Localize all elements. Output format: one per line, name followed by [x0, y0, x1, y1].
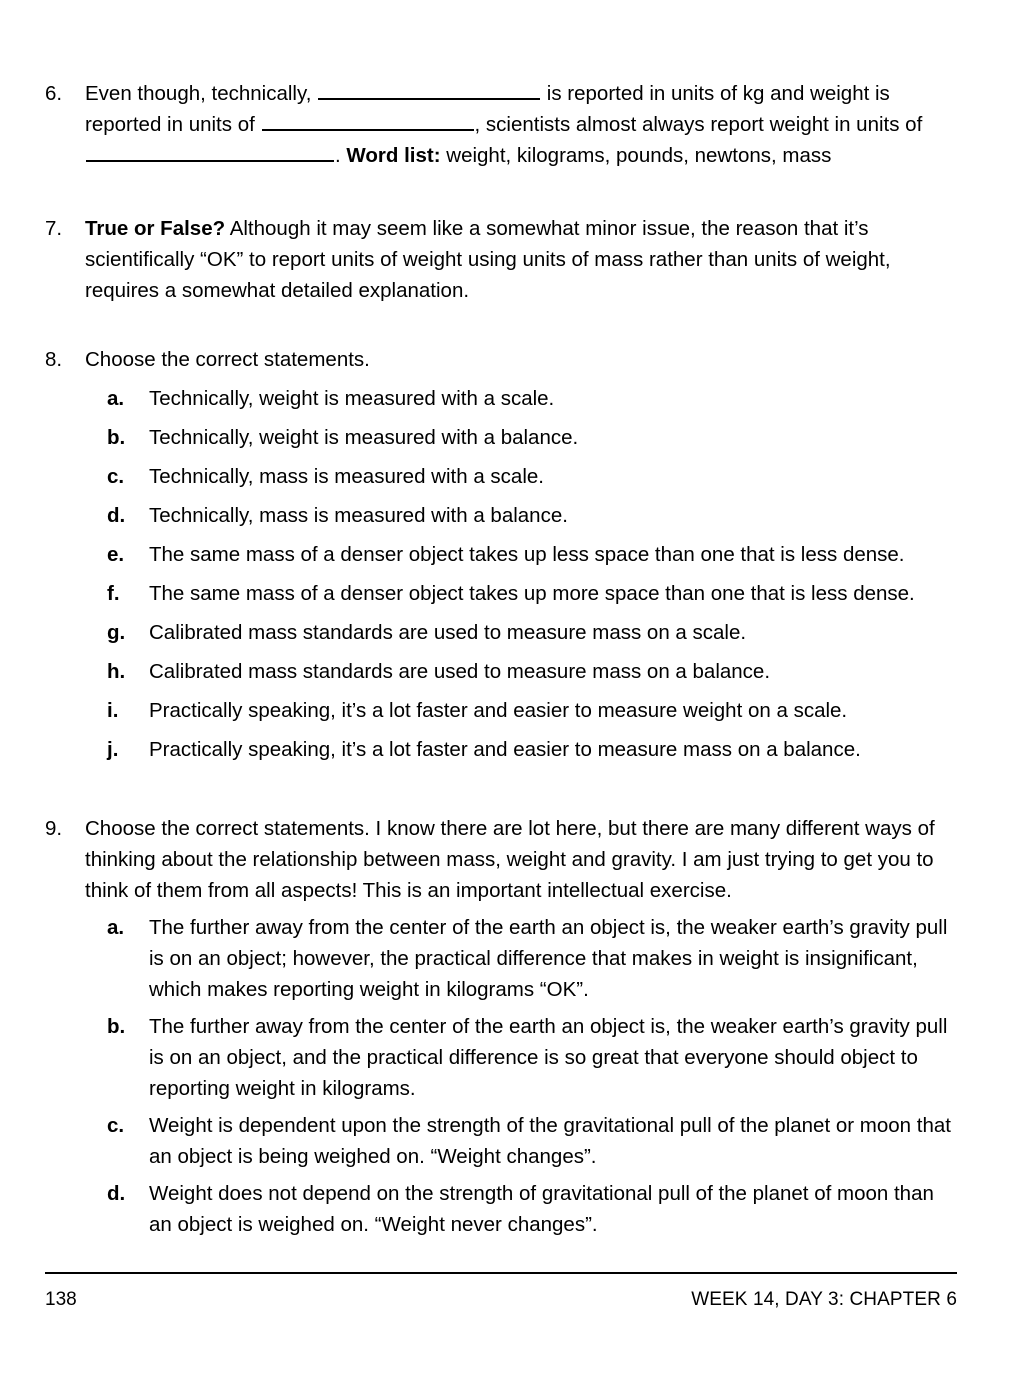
- question-9-options: [85, 912, 957, 1240]
- true-or-false-label: True or False?: [85, 217, 226, 240]
- option-text: The further away from the center of the earth an object is, the weaker earth’s gravity pull is on an object, and the practical difference is so great that everyone should object to reporting weight in kilograms.: [149, 1015, 948, 1100]
- fill-blank-1[interactable]: [318, 79, 540, 100]
- page-footer: [45, 1272, 957, 1312]
- question-8-option-f[interactable]: [107, 578, 957, 609]
- option-text: Weight is dependent upon the strength of the gravitational pull of the planet or moon that an object is being weighed on. “Weight changes”.: [149, 1114, 951, 1168]
- fill-blank-2[interactable]: [262, 110, 474, 131]
- question-9: [45, 813, 957, 1240]
- option-text: Calibrated mass standards are used to measure mass on a balance.: [149, 660, 771, 683]
- option-text: The same mass of a denser object takes up more space than one that is less dense.: [149, 582, 915, 605]
- option-text: Calibrated mass standards are used to measure mass on a scale.: [149, 621, 747, 644]
- question-8-options: [85, 383, 957, 765]
- question-7-body: Although it may seem like a somewhat minor issue, the reason that it’s scientifically “OK” to report units of weight using units of mass rather than units of weight, requires a somewhat detailed explanation.: [85, 217, 891, 302]
- question-9-option-d[interactable]: [107, 1178, 957, 1240]
- option-letter: b.: [107, 1015, 126, 1038]
- option-letter: j.: [107, 738, 119, 761]
- word-list-label: Word list:: [346, 144, 441, 167]
- option-text: Technically, weight is measured with a scale.: [149, 387, 555, 410]
- question-8-option-d[interactable]: [107, 500, 957, 531]
- question-6: [45, 78, 957, 171]
- question-8-option-i[interactable]: [107, 695, 957, 726]
- page-number: 138: [45, 1289, 77, 1310]
- question-8-option-g[interactable]: [107, 617, 957, 648]
- question-9-option-c[interactable]: [107, 1110, 957, 1172]
- question-6-segment-2: is reported in units of kg and weight is reported in units of: [85, 82, 890, 136]
- question-6-segment-3: , scientists almost always report weight in units of: [474, 113, 923, 136]
- question-8-text: Choose the correct statements.: [85, 348, 370, 371]
- question-8-option-h[interactable]: [107, 656, 957, 687]
- question-8-option-a[interactable]: [107, 383, 957, 414]
- page-content: [45, 78, 957, 1274]
- question-8-number: 8.: [45, 348, 63, 371]
- option-letter: a.: [107, 916, 125, 939]
- option-letter: f.: [107, 582, 120, 605]
- option-text: The further away from the center of the earth an object is, the weaker earth’s gravity pull is on an object; however, the practical difference that makes in weight is insignificant, which makes reporting weight in kilograms “OK”.: [149, 916, 948, 1001]
- question-9-number: 9.: [45, 817, 63, 840]
- question-6-text: [85, 78, 957, 171]
- question-8-option-e[interactable]: [107, 539, 957, 570]
- question-7-text: [85, 213, 957, 306]
- option-text: Practically speaking, it’s a lot faster and easier to measure weight on a scale.: [149, 699, 848, 722]
- option-letter: i.: [107, 699, 119, 722]
- option-letter: d.: [107, 504, 126, 527]
- question-8: [45, 344, 957, 765]
- option-text: Technically, mass is measured with a scale.: [149, 465, 544, 488]
- footer-row: [45, 1288, 957, 1312]
- option-text: Weight does not depend on the strength of gravitational pull of the planet of moon than an object is weighed on. “Weight never changes”.: [149, 1182, 934, 1236]
- question-6-segment-1: Even though, technically,: [85, 82, 318, 105]
- option-letter: h.: [107, 660, 126, 683]
- question-9-text: Choose the correct statements. I know there are lot here, but there are many different ways of thinking about the relationship between mass, weight and gravity. I am just trying to get you to think of them from all aspects! This is an important intellectual exercise.: [85, 817, 935, 902]
- word-list-values: weight, kilograms, pounds, newtons, mass: [440, 144, 832, 167]
- question-7-number: 7.: [45, 217, 63, 240]
- question-7: [45, 213, 957, 306]
- option-text: Technically, mass is measured with a balance.: [149, 504, 568, 527]
- option-letter: d.: [107, 1182, 126, 1205]
- question-8-option-c[interactable]: [107, 461, 957, 492]
- option-text: Practically speaking, it’s a lot faster and easier to measure mass on a balance.: [149, 738, 861, 761]
- option-letter: b.: [107, 426, 126, 449]
- question-9-option-b[interactable]: [107, 1011, 957, 1104]
- question-9-option-a[interactable]: [107, 912, 957, 1005]
- footer-divider: [45, 1272, 957, 1274]
- question-8-option-j[interactable]: [107, 734, 957, 765]
- option-text: Technically, weight is measured with a balance.: [149, 426, 579, 449]
- option-letter: a.: [107, 387, 125, 410]
- question-6-number: 6.: [45, 82, 63, 105]
- fill-blank-3[interactable]: [86, 141, 334, 162]
- option-letter: g.: [107, 621, 126, 644]
- question-6-segment-4: .: [335, 144, 347, 167]
- footer-chapter-label: WEEK 14, DAY 3: CHAPTER 6: [691, 1289, 957, 1310]
- option-letter: e.: [107, 543, 125, 566]
- option-letter: c.: [107, 465, 125, 488]
- option-text: The same mass of a denser object takes up less space than one that is less dense.: [149, 543, 905, 566]
- option-letter: c.: [107, 1114, 125, 1137]
- question-8-option-b[interactable]: [107, 422, 957, 453]
